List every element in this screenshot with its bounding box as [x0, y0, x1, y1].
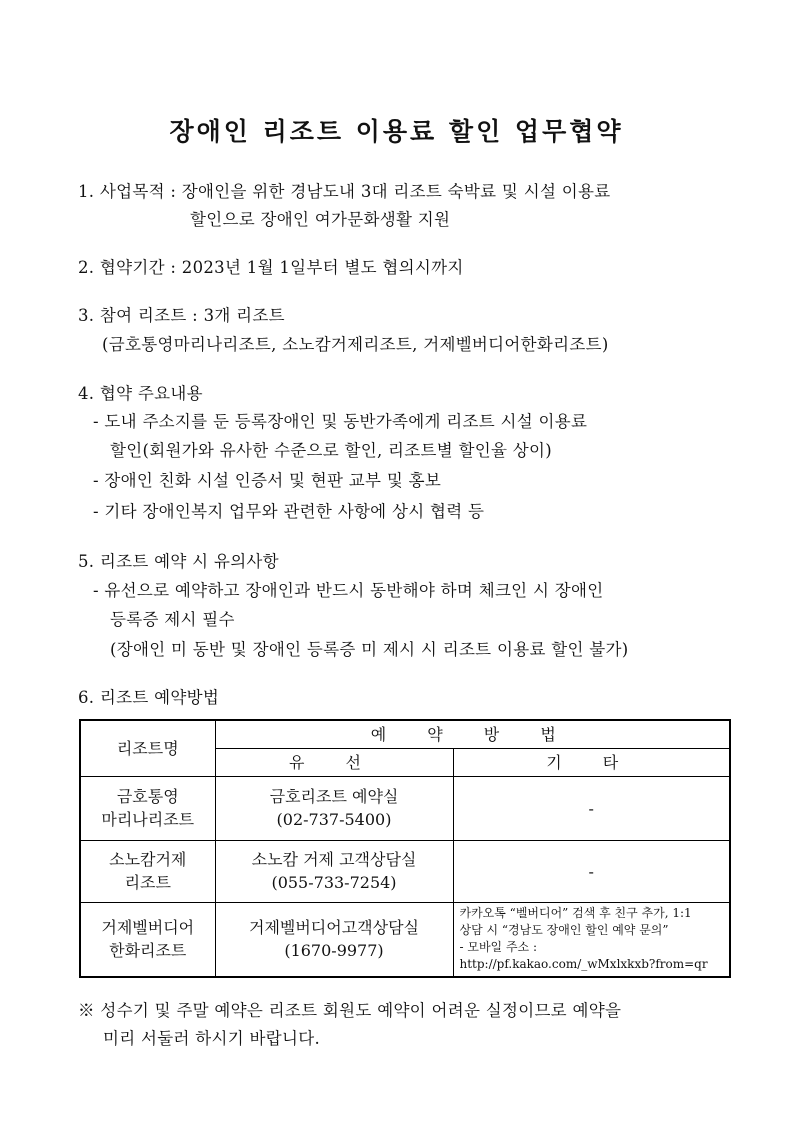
mobile-address-label: - 모바일 주소 : [459, 940, 538, 955]
contents-heading: 4. 협약 주요내용 [78, 384, 203, 403]
other-cell: - [453, 840, 730, 902]
reservation-table [79, 719, 731, 978]
phone-cell [215, 902, 453, 977]
phone-cell [215, 776, 453, 840]
other-cell: - [453, 776, 730, 840]
footnote-line-2: 미리 서둘러 하시기 바랍니다. [103, 1029, 321, 1048]
resort-name-line: 금호통영 [116, 787, 179, 806]
header-phone: 유 선 [215, 748, 453, 776]
kakao-note: 카카오톡 “벨버디어” 검색 후 친구 추가, 1:1 [459, 906, 692, 921]
purpose-line-1: 1. 사업목적 : 장애인을 위한 경남도내 3대 리조트 숙박료 및 시설 이용료 [78, 182, 611, 201]
caution-item-1b: 등록증 제시 필수 [110, 610, 235, 629]
contents-item-2: - 장애인 친화 시설 인증서 및 현판 교부 및 홍보 [93, 471, 442, 490]
phone-office: 소노캄 거제 고객상담실 [251, 850, 417, 869]
purpose-line-2: 할인으로 장애인 여가문화생활 지원 [190, 210, 451, 229]
caution-heading: 5. 리조트 예약 시 유의사항 [78, 552, 279, 571]
header-resort-name: 리조트명 [80, 720, 215, 776]
resort-name-line: 거제벨버디어 [101, 918, 195, 938]
phone-number: (02-737-5400) [276, 810, 392, 829]
resort-name-line: 마리나리조트 [101, 810, 195, 829]
reservation-heading: 6. 리조트 예약방법 [78, 688, 220, 707]
phone-office: 거제벨버디어고객상담실 [248, 918, 420, 938]
kakao-note: 상담 시 “경남도 장애인 할인 예약 문의” [459, 923, 669, 938]
contents-item-1a: - 도내 주소지를 둔 등록장애인 및 동반가족에게 리조트 시설 이용료 [93, 412, 588, 431]
table-row [80, 902, 730, 977]
contents-item-3: - 기타 장애인복지 업무와 관련한 사항에 상시 협력 등 [93, 502, 485, 521]
phone-number: (055-733-7254) [271, 873, 397, 892]
contents-item-1b: 할인(회원가와 유사한 수준으로 할인, 리조트별 할인율 상이) [110, 441, 553, 460]
period-line: 2. 협약기간 : 2023년 1월 1일부터 별도 협의시까지 [78, 258, 464, 277]
resort-name-line: 리조트 [124, 873, 171, 892]
other-cell [453, 902, 730, 977]
phone-office: 금호리조트 예약실 [269, 787, 399, 806]
footnote-line-1: ※ 성수기 및 주말 예약은 리조트 회원도 예약이 어려운 실정이므로 예약을 [78, 1001, 622, 1020]
phone-cell [215, 840, 453, 902]
resort-name-line: 소노캄거제 [109, 850, 187, 869]
caution-item-1a: - 유선으로 예약하고 장애인과 반드시 동반해야 하며 체크인 시 장애인 [93, 581, 604, 600]
table-row [80, 840, 730, 902]
header-reservation-method: 예 약 방 법 [215, 720, 730, 748]
resort-name-cell [80, 902, 215, 977]
resorts-line-1: 3. 참여 리조트 : 3개 리조트 [78, 306, 285, 325]
resorts-line-2: (금호통영마리나리조트, 소노캄거제리조트, 거제벨버디어한화리조트) [102, 335, 609, 354]
caution-item-1c: (장애인 미 동반 및 장애인 등록증 미 제시 시 리조트 이용료 할인 불가) [110, 640, 629, 659]
header-other: 기 타 [453, 748, 730, 776]
resort-name-line: 한화리조트 [109, 941, 187, 961]
resort-name-cell [80, 840, 215, 902]
table-row [80, 776, 730, 840]
resort-name-cell [80, 776, 215, 840]
phone-number: (1670-9977) [284, 941, 384, 961]
kakao-link[interactable]: http://pf.kakao.com/_wMxlxkxb?from=qr [459, 957, 708, 972]
document-title: 장애인 리조트 이용료 할인 업무협약 [169, 117, 624, 146]
